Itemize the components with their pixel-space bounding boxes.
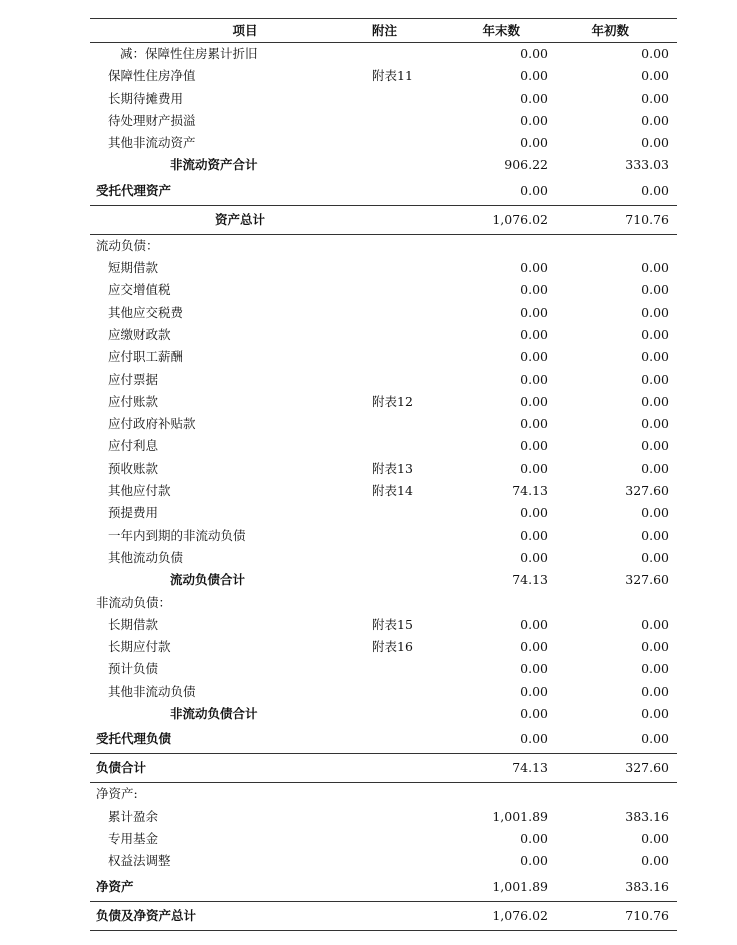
row-end: 906.22 [504, 157, 548, 173]
row-note [370, 783, 445, 806]
row-end: 74.13 [512, 483, 548, 499]
table-row [90, 547, 677, 569]
row-begin: 0.00 [641, 416, 669, 432]
row-end: 1,076.02 [445, 901, 550, 930]
table-row [90, 257, 677, 279]
subtotal-row [90, 569, 677, 591]
row-note [370, 592, 445, 614]
category-row [90, 234, 677, 257]
row-label: 负债合计 [90, 754, 370, 783]
row-note: 附表11 [372, 68, 413, 84]
row-begin: 0.00 [641, 616, 669, 632]
subtotal-row [90, 703, 677, 725]
row-end: 0.00 [520, 304, 548, 320]
row-end: 0.00 [520, 112, 548, 128]
category-row [90, 783, 677, 806]
row-label: 长期应付款 [108, 639, 171, 655]
row-begin: 0.00 [641, 549, 669, 565]
row-end: 0.00 [520, 135, 548, 151]
row-note [370, 725, 445, 754]
row-end: 1,001.89 [492, 808, 548, 824]
row-end: 0.00 [520, 182, 548, 198]
row-label: 预提费用 [108, 505, 159, 521]
row-note [370, 703, 445, 725]
row-note [370, 681, 445, 703]
row-begin: 327.60 [625, 483, 669, 499]
row-begin: 0.00 [641, 853, 669, 869]
table-row [90, 435, 677, 457]
row-begin: 327.60 [625, 572, 669, 588]
row-label: 负债及净资产总计 [90, 901, 370, 930]
header-item: 项目 [90, 19, 370, 43]
row-note [370, 569, 445, 591]
table-row [90, 806, 677, 828]
row-note: 附表12 [372, 393, 413, 409]
subtotal-row [90, 154, 677, 176]
table-row [90, 391, 677, 413]
row-end: 74.13 [512, 572, 548, 588]
row-label: 预计负债 [108, 661, 159, 677]
table-row [90, 502, 677, 524]
row-end: 0.00 [520, 326, 548, 342]
row-end: 0.00 [520, 371, 548, 387]
row-begin: 0.00 [641, 683, 669, 699]
table-row [90, 346, 677, 368]
row-note [370, 177, 445, 206]
table-row [90, 458, 677, 480]
row-end: 74.13 [445, 754, 550, 783]
row-end: 0.00 [520, 438, 548, 454]
row-label: 净资产: [90, 783, 370, 806]
row-note [370, 154, 445, 176]
total-row [90, 754, 677, 783]
row-note [370, 369, 445, 391]
row-note: 附表16 [372, 639, 413, 655]
table-row [90, 324, 677, 346]
row-end: 0.00 [520, 349, 548, 365]
row-end: 0.00 [520, 416, 548, 432]
row-note: 附表13 [372, 460, 413, 476]
row-label: 净资产 [96, 878, 134, 894]
row-label: 减：保障性住房累计折旧 [120, 46, 258, 61]
row-end: 0.00 [520, 527, 548, 543]
row-end: 0.00 [520, 731, 548, 747]
row-note [370, 658, 445, 680]
row-end [445, 783, 550, 806]
row-note [370, 110, 445, 132]
row-begin: 0.00 [641, 46, 669, 61]
row-begin: 0.00 [641, 282, 669, 298]
row-begin [550, 234, 677, 257]
table-row [90, 828, 677, 850]
row-end: 0.00 [520, 706, 548, 722]
row-label: 其他非流动负债 [108, 683, 196, 699]
row-label: 资产总计 [90, 205, 370, 234]
row-end: 0.00 [520, 393, 548, 409]
row-begin: 710.76 [550, 901, 677, 930]
row-end: 1,076.02 [445, 205, 550, 234]
row-begin: 0.00 [641, 830, 669, 846]
row-label: 短期借款 [108, 260, 159, 276]
row-begin: 0.00 [641, 349, 669, 365]
header-note: 附注 [370, 19, 445, 43]
row-label: 其他流动负债 [108, 549, 184, 565]
row-begin: 0.00 [641, 68, 669, 84]
row-begin: 0.00 [641, 731, 669, 747]
row-end: 1,001.89 [492, 878, 548, 894]
row-note [370, 279, 445, 301]
row-begin: 0.00 [641, 304, 669, 320]
row-label: 保障性住房净值 [108, 68, 196, 84]
row-label: 待处理财产损溢 [108, 112, 196, 128]
row-label: 应付账款 [108, 393, 159, 409]
row-end: 0.00 [520, 46, 548, 61]
row-label: 应付职工薪酬 [108, 349, 184, 365]
table-row [90, 681, 677, 703]
row-begin: 710.76 [550, 205, 677, 234]
row-end: 0.00 [520, 639, 548, 655]
total-row [90, 205, 677, 234]
row-begin: 0.00 [641, 90, 669, 106]
row-label: 应交增值税 [108, 282, 171, 298]
row-begin: 0.00 [641, 460, 669, 476]
row-label: 受托代理负债 [96, 731, 172, 747]
row-note [370, 132, 445, 154]
row-end [445, 234, 550, 257]
row-label: 流动负债： [90, 234, 370, 257]
row-note [370, 413, 445, 435]
table-row [90, 65, 677, 87]
table-row [90, 43, 677, 66]
table-row [90, 369, 677, 391]
row-note [370, 850, 445, 872]
row-note [370, 806, 445, 828]
row-begin: 0.00 [641, 182, 669, 198]
section-row [90, 177, 677, 206]
table-row [90, 636, 677, 658]
row-label: 长期借款 [108, 616, 159, 632]
row-end: 0.00 [520, 90, 548, 106]
row-label: 专用基金 [108, 830, 159, 846]
row-label: 应付利息 [108, 438, 159, 454]
row-end [445, 592, 550, 614]
table-row [90, 480, 677, 502]
row-end: 0.00 [520, 68, 548, 84]
row-label: 非流动资产合计 [170, 157, 258, 173]
row-note [370, 257, 445, 279]
row-begin: 0.00 [641, 661, 669, 677]
row-begin: 0.00 [641, 438, 669, 454]
table-row [90, 110, 677, 132]
row-begin: 0.00 [641, 393, 669, 409]
row-note [370, 324, 445, 346]
row-begin: 0.00 [641, 639, 669, 655]
table-row [90, 614, 677, 636]
row-end: 0.00 [520, 282, 548, 298]
row-note [370, 525, 445, 547]
row-note [370, 502, 445, 524]
row-begin: 0.00 [641, 371, 669, 387]
row-end: 0.00 [520, 260, 548, 276]
table-row [90, 132, 677, 154]
row-note: 附表14 [372, 483, 413, 499]
row-begin [550, 783, 677, 806]
table-row [90, 525, 677, 547]
row-end: 0.00 [520, 661, 548, 677]
row-end: 0.00 [520, 830, 548, 846]
row-note [370, 828, 445, 850]
row-begin: 0.00 [641, 260, 669, 276]
grand-total-row [90, 901, 677, 930]
table-row [90, 279, 677, 301]
row-end: 0.00 [520, 616, 548, 632]
row-begin: 0.00 [641, 706, 669, 722]
row-label: 流动负债合计 [170, 572, 246, 588]
row-label: 累计盈余 [108, 808, 159, 824]
row-begin [550, 592, 677, 614]
row-begin: 383.16 [625, 878, 669, 894]
row-end: 0.00 [520, 549, 548, 565]
row-note [370, 346, 445, 368]
row-end: 0.00 [520, 505, 548, 521]
row-note [370, 205, 445, 234]
header-row [90, 19, 677, 43]
row-note [370, 302, 445, 324]
balance-sheet-table [90, 18, 677, 931]
row-begin: 0.00 [641, 505, 669, 521]
row-label: 应付票据 [108, 371, 159, 387]
row-label: 非流动负债： [96, 594, 172, 610]
row-end: 0.00 [520, 683, 548, 699]
row-note: 附表15 [372, 616, 413, 632]
row-begin: 383.16 [625, 808, 669, 824]
table-row [90, 302, 677, 324]
header-begin: 年初数 [550, 19, 677, 43]
row-label: 应缴财政款 [108, 326, 171, 342]
row-label: 非流动负债合计 [170, 706, 258, 722]
row-note [370, 43, 445, 66]
row-note [370, 901, 445, 930]
row-label: 预收账款 [108, 460, 159, 476]
row-end: 0.00 [520, 460, 548, 476]
row-note [370, 873, 445, 902]
row-begin: 0.00 [641, 112, 669, 128]
header-end: 年末数 [445, 19, 550, 43]
row-begin: 327.60 [550, 754, 677, 783]
row-note [370, 435, 445, 457]
row-begin: 333.03 [625, 157, 669, 173]
table-row [90, 850, 677, 872]
table-row [90, 413, 677, 435]
category-row [90, 592, 677, 614]
row-label: 其他非流动资产 [108, 135, 196, 151]
row-note [370, 754, 445, 783]
row-label: 其他应交税费 [108, 304, 184, 320]
row-begin: 0.00 [641, 527, 669, 543]
row-label: 一年内到期的非流动负债 [108, 527, 246, 543]
row-label: 受托代理资产 [96, 182, 172, 198]
row-label: 权益法调整 [108, 853, 171, 869]
row-note [370, 88, 445, 110]
section-row [90, 725, 677, 754]
row-label: 长期待摊费用 [108, 90, 184, 106]
row-label: 其他应付款 [108, 483, 171, 499]
row-note [370, 547, 445, 569]
table-row [90, 88, 677, 110]
row-begin: 0.00 [641, 135, 669, 151]
row-begin: 0.00 [641, 326, 669, 342]
section-row [90, 873, 677, 902]
table-row [90, 658, 677, 680]
row-note [370, 234, 445, 257]
row-end: 0.00 [520, 853, 548, 869]
row-label: 应付政府补贴款 [108, 416, 196, 432]
